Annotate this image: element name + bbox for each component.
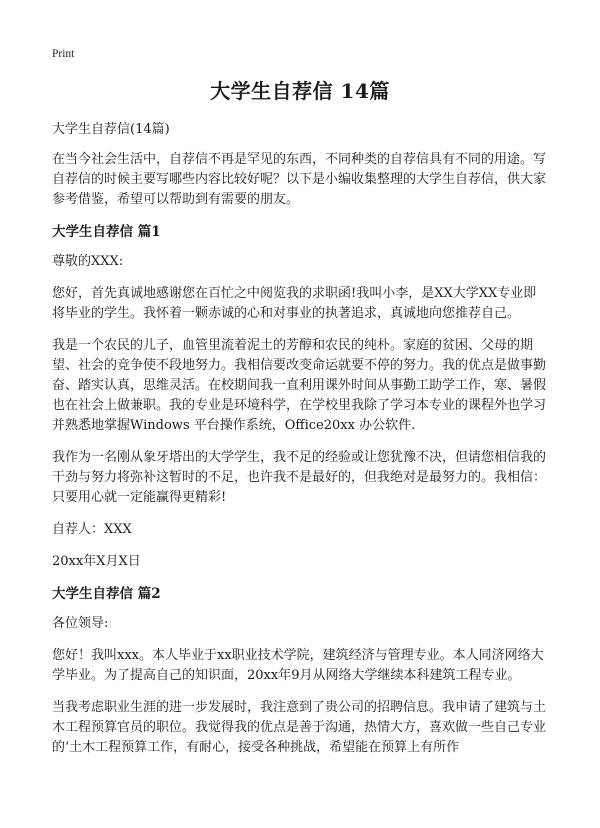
section-heading-2: 大学生自荐信 篇2 [52, 586, 161, 602]
print-link[interactable]: Print [52, 48, 75, 60]
section-heading-1: 大学生自荐信 篇1 [52, 224, 161, 240]
salutation-1: 尊敬的XXX: [52, 254, 124, 269]
section1-paragraph-2: 我是一个农民的儿子，血管里流着泥土的芳醇和农民的纯朴。家庭的贫困、父母的期望、社会的竞争使不段地努力。我相信要改变命运就要不停的努力。我的优点是做事勤奋、踏实认真，思维灵活。在校期间我一直利用课外时间从事勤工助学工作，寒、暑假也在社会上做兼职。我的专业是环境科学，在学校里我除了学习本专业的课程外也学习并熟悉地掌握Windows 平台操作系统，Office20xx 办公软件. [52, 338, 547, 433]
signature: 自荐人：XXX [52, 522, 132, 537]
section2-paragraph-2: 当我考虑职业生涯的进一步发展时，我注意到了贵公司的招聘信息。我申请了建筑与土木工程预算官员的职位。我觉得我的优点是善于沟通，热情大方，喜欢做一些自己专业的‘土木工程预算工作，有耐心，接受各种挑战，希望能在预算上有所作 [52, 700, 547, 755]
intro-paragraph: 在当今社会生活中，自荐信不再是罕见的东西，不同种类的自荐信具有不同的用途。写自荐信的时候主要写哪些内容比较好呢？以下是小编收集整理的大学生自荐信，供大家参考借鉴，希望可以帮助到有需要的朋友。 [52, 152, 547, 207]
salutation-2: 各位领导: [52, 616, 109, 631]
section2-paragraph-1: 您好！我叫xxx。本人毕业于xx职业技术学院，建筑经济与管理专业。本人同济网络大学毕业。为了提高自己的知识面，20xx年9月从网络大学继续本科建筑工程专业。 [52, 648, 544, 683]
letter-date: 20xx年X月X日 [52, 554, 141, 569]
document-body [52, 78, 548, 770]
section1-paragraph-3: 我作为一名刚从象牙塔出的大学学生，我不足的经验或让您犹豫不决，但请您相信我的干劲与努力将弥补这暂时的不足，也许我不是最好的，但我绝对是最努力的。我相信：只要用心就一定能赢得更精彩! [52, 450, 547, 505]
section1-paragraph-1: 您好，首先真诚地感谢您在百忙之中阅览我的求职函!我叫小李，是XX大学XX专业即将毕业的学生。我怀着一颗赤诚的心和对事业的执著追求，真诚地向您推荐自己。 [52, 286, 537, 321]
page-title: 大学生自荐信 14篇 [210, 79, 390, 103]
document-subtitle: 大学生自荐信(14篇) [52, 122, 170, 137]
